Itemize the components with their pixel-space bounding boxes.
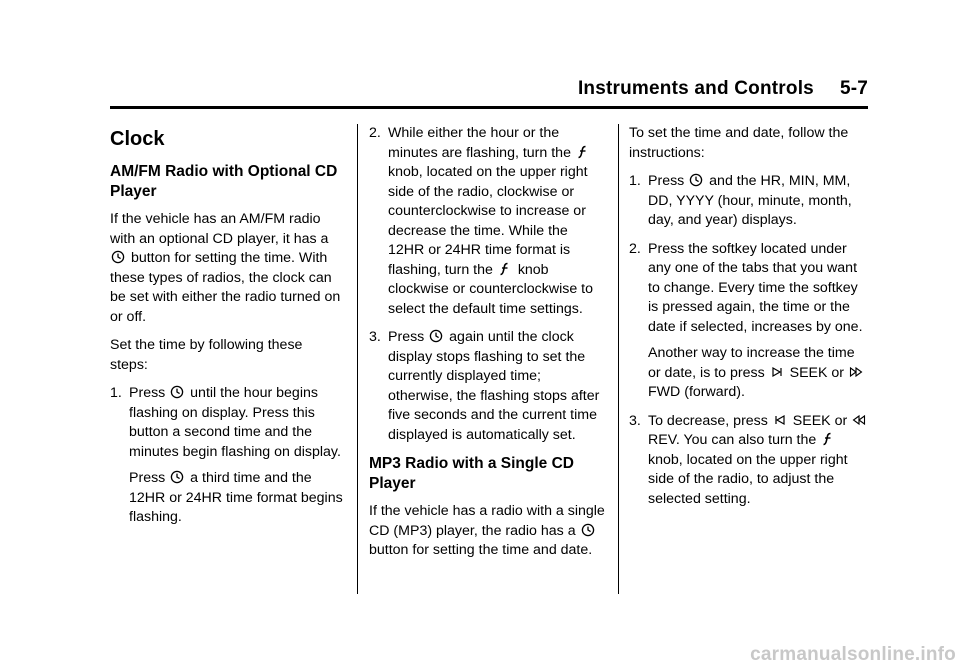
paragraph xyxy=(129,384,344,462)
fast-forward-icon xyxy=(849,365,863,379)
tune-knob-icon xyxy=(821,432,835,446)
text: again until the clock display stops flashing to set the currently displayed time; otherwise, the flashing stops after five seconds and the current time displayed is automatically set. xyxy=(388,329,600,443)
clock-icon xyxy=(170,470,184,484)
paragraph: Press the softkey located under any one of the tabs that you want to change. Every time the softkey is pressed again, the time or the date if selected, increases by one. xyxy=(648,240,863,335)
page-number: 5-7 xyxy=(839,78,868,99)
paragraph xyxy=(388,328,607,445)
step-number: 1. xyxy=(110,385,122,401)
clock-icon xyxy=(429,329,443,343)
step-2 xyxy=(629,240,869,403)
text: If the vehicle has an AM/FM radio with an optional CD player, it has a xyxy=(110,211,329,247)
step-number: 3. xyxy=(629,412,641,429)
subheading-mp3-radio: MP3 Radio with a Single CD Player xyxy=(369,455,574,492)
text: While either the hour or the minutes are flashing, turn the xyxy=(388,125,571,161)
text: Press xyxy=(388,329,425,345)
text: button for setting the time and date. xyxy=(369,542,593,558)
text: If the vehicle has a radio with a single CD (MP3) player, the radio has a xyxy=(369,503,605,539)
text: Press xyxy=(129,385,166,401)
text: knob, located on the upper right side of the radio, to adjust the selected setting. xyxy=(648,451,848,507)
text: FWD (forward). xyxy=(648,384,745,400)
section-title: Instruments and Controls xyxy=(577,78,814,99)
rewind-icon xyxy=(852,413,866,427)
column-1 xyxy=(110,124,344,537)
paragraph: Set the time by following these steps: xyxy=(110,337,303,373)
seek-up-icon xyxy=(770,365,784,379)
text: REV. You can also turn the xyxy=(648,432,817,448)
section-heading-clock: Clock xyxy=(110,128,165,150)
step-number: 2. xyxy=(369,125,381,141)
tune-knob-icon xyxy=(576,145,590,159)
watermark: carmanualsonline.info xyxy=(750,644,956,665)
paragraph xyxy=(648,344,869,403)
text: SEEK or xyxy=(792,412,848,429)
clock-icon xyxy=(689,173,703,187)
step-3 xyxy=(629,412,869,510)
paragraph xyxy=(129,469,344,528)
paragraph: To set the time and date, follow the instructions: xyxy=(629,125,849,161)
paragraph xyxy=(648,172,869,231)
text: until the hour begins flashing on display. Press this button a second time and the minutes begin flashing on display. xyxy=(129,385,341,460)
step-2 xyxy=(369,124,607,319)
paragraph xyxy=(369,502,607,561)
column-divider xyxy=(618,124,619,594)
text: knob clockwise or counterclockwise to select the default time settings. xyxy=(388,261,594,317)
paragraph xyxy=(388,124,607,319)
paragraph xyxy=(648,412,869,510)
step-3 xyxy=(369,328,607,445)
seek-down-icon xyxy=(773,413,787,427)
text: button for setting the time. With these types of radios, the clock can be set with either the radio turned on or off. xyxy=(110,250,341,325)
text: Another way to increase the time or date, is to press xyxy=(648,345,855,381)
text: and the HR, MIN, MM, DD, YYYY (hour, minute, month, day, and year) displays. xyxy=(648,173,852,228)
column-3 xyxy=(629,124,869,518)
text: SEEK or xyxy=(789,364,845,381)
text: a third time and the 12HR or 24HR time format begins flashing. xyxy=(129,470,343,525)
paragraph xyxy=(110,210,344,327)
step-1 xyxy=(110,384,344,528)
tune-knob-icon xyxy=(498,262,512,276)
subheading-am-fm-radio: AM/FM Radio with Optional CD Player xyxy=(110,163,338,200)
text: To decrease, press xyxy=(648,412,768,429)
clock-icon xyxy=(581,523,595,537)
text: Press xyxy=(648,173,685,189)
header-text xyxy=(578,78,868,100)
text: knob, located on the upper right side of the radio, clockwise or counterclockwise to increase or decrease the time. While the 12HR or 24HR time format is flashing, turn the xyxy=(388,164,588,278)
clock-icon xyxy=(170,385,184,399)
step-number: 3. xyxy=(369,329,381,345)
text: Press xyxy=(129,470,166,486)
step-number: 2. xyxy=(629,240,641,257)
page-header xyxy=(110,78,868,109)
clock-icon xyxy=(111,250,125,264)
step-number: 1. xyxy=(629,173,641,189)
step-1 xyxy=(629,172,869,231)
column-2 xyxy=(369,124,607,570)
column-divider xyxy=(357,124,358,594)
